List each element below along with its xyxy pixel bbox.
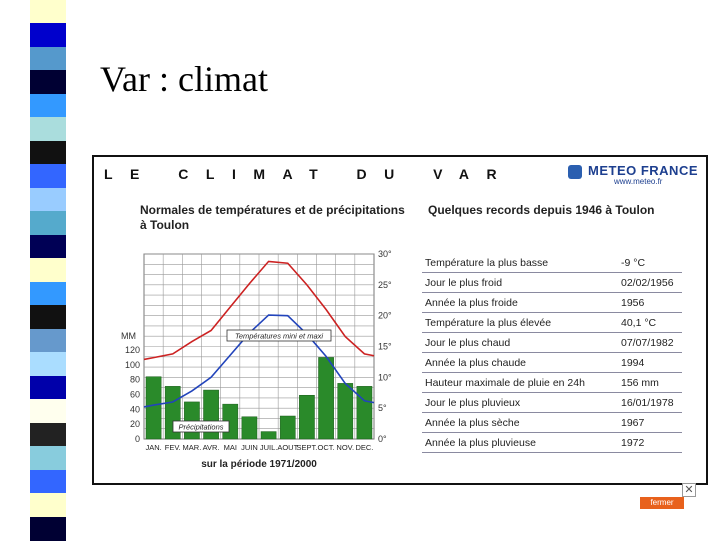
strip-block bbox=[30, 141, 66, 165]
decorative-color-strip bbox=[30, 0, 66, 540]
bar-precipitation bbox=[319, 357, 334, 439]
bar-precipitation bbox=[299, 395, 314, 439]
x-axis-label: MAR. bbox=[182, 443, 202, 452]
records-title: Quelques records depuis 1946 à Toulon bbox=[428, 203, 655, 217]
left-axis-tick: 0 bbox=[134, 434, 140, 444]
panel-title: LE CLIMAT DU VAR bbox=[104, 166, 515, 182]
left-axis-tick: 120 bbox=[124, 345, 140, 355]
strip-block bbox=[30, 305, 66, 329]
bar-precipitation bbox=[261, 432, 276, 439]
record-value: 07/07/1982 bbox=[618, 333, 682, 353]
climate-chart bbox=[94, 191, 394, 483]
bar-precipitation bbox=[280, 416, 295, 439]
record-label: Température la plus élevée bbox=[422, 313, 618, 333]
x-axis-label: OCT. bbox=[317, 443, 335, 452]
x-axis-label: DEC. bbox=[355, 443, 374, 452]
record-row bbox=[422, 293, 682, 313]
strip-block bbox=[30, 188, 66, 212]
x-axis-label: FEV. bbox=[164, 443, 181, 452]
bar-precipitation bbox=[184, 402, 199, 439]
right-axis-tick: 20° bbox=[378, 310, 392, 321]
close-icon[interactable]: ✕ bbox=[682, 483, 696, 497]
strip-block bbox=[30, 423, 66, 447]
record-value: 1972 bbox=[618, 433, 682, 453]
record-row bbox=[422, 433, 682, 453]
panel-banner bbox=[94, 157, 706, 191]
record-row bbox=[422, 413, 682, 433]
strip-block bbox=[30, 517, 66, 541]
x-axis-label: MAI bbox=[223, 443, 237, 452]
record-row bbox=[422, 273, 682, 293]
strip-block bbox=[30, 117, 66, 141]
chart-title-line: Normales de températures et de précipitations bbox=[140, 203, 405, 217]
strip-block bbox=[30, 399, 66, 423]
bar-precipitation bbox=[357, 386, 372, 439]
strip-block bbox=[30, 47, 66, 71]
left-axis-tick: 80 bbox=[129, 374, 140, 385]
strip-block bbox=[30, 470, 66, 494]
panel-content bbox=[94, 191, 704, 507]
strip-block bbox=[30, 164, 66, 188]
right-axis-tick: 5° bbox=[378, 403, 387, 414]
x-axis-label: AVR. bbox=[202, 443, 220, 452]
bar-precipitation bbox=[338, 383, 353, 439]
strip-block bbox=[30, 258, 66, 282]
annotation-precipitation: Précipitations bbox=[178, 422, 224, 432]
record-value: 156 mm bbox=[618, 373, 682, 393]
meteo-france-logo-icon bbox=[568, 165, 582, 179]
climate-panel bbox=[92, 155, 708, 507]
record-value: 1956 bbox=[618, 293, 682, 313]
meteo-france-logo bbox=[568, 163, 698, 187]
record-label: Année la plus sèche bbox=[422, 413, 618, 433]
record-row bbox=[422, 393, 682, 413]
record-label: Année la plus froide bbox=[422, 293, 618, 313]
record-value: 40,1 °C bbox=[618, 313, 682, 333]
brand-name: METEO FRANCE bbox=[588, 163, 698, 178]
x-axis-label: JUIL. bbox=[259, 443, 278, 452]
right-axis-tick: 25° bbox=[378, 279, 392, 290]
record-value: 1994 bbox=[618, 353, 682, 373]
strip-block bbox=[30, 376, 66, 400]
left-axis-tick: 20 bbox=[129, 419, 140, 430]
record-label: Jour le plus chaud bbox=[422, 333, 618, 353]
record-row bbox=[422, 313, 682, 333]
strip-block bbox=[30, 282, 66, 306]
strip-block bbox=[30, 70, 66, 94]
right-axis-tick: 0° bbox=[378, 434, 387, 444]
brand-url: www.meteo.fr bbox=[614, 177, 663, 186]
chart-title-line: à Toulon bbox=[140, 218, 190, 232]
left-axis-tick: 40 bbox=[129, 404, 140, 415]
record-value: -9 °C bbox=[618, 253, 682, 273]
period-caption: sur la période 1971/2000 bbox=[201, 459, 317, 470]
left-axis-tick: 100 bbox=[124, 359, 140, 370]
annotation-temperature: Températures mini et maxi bbox=[234, 331, 324, 341]
strip-block bbox=[30, 329, 66, 353]
close-button[interactable]: fermer bbox=[640, 497, 684, 509]
right-axis-tick: 10° bbox=[378, 372, 392, 383]
strip-block bbox=[30, 94, 66, 118]
record-label: Année la plus pluvieuse bbox=[422, 433, 618, 453]
record-label: Jour le plus pluvieux bbox=[422, 393, 618, 413]
strip-block bbox=[30, 352, 66, 376]
strip-block bbox=[30, 0, 66, 24]
record-label: Année la plus chaude bbox=[422, 353, 618, 373]
x-axis-label: NOV. bbox=[336, 443, 355, 452]
strip-block bbox=[30, 493, 66, 517]
slide-title: Var : climat bbox=[100, 59, 268, 99]
bar-precipitation bbox=[146, 377, 161, 439]
strip-block bbox=[30, 211, 66, 235]
x-axis-label: JUIN bbox=[241, 443, 258, 452]
record-row bbox=[422, 333, 682, 353]
bar-precipitation bbox=[242, 417, 257, 439]
x-axis-label: JAN. bbox=[145, 443, 162, 452]
x-axis-label: SEPT. bbox=[296, 443, 318, 452]
record-label: Hauteur maximale de pluie en 24h bbox=[422, 373, 618, 393]
record-value: 1967 bbox=[618, 413, 682, 433]
record-label: Température la plus basse bbox=[422, 253, 618, 273]
record-value: 02/02/1956 bbox=[618, 273, 682, 293]
record-row bbox=[422, 253, 682, 273]
left-axis-unit: MM bbox=[121, 331, 136, 341]
record-row bbox=[422, 373, 682, 393]
right-axis-tick: 30° bbox=[378, 249, 392, 259]
right-axis-tick: 15° bbox=[378, 341, 392, 352]
strip-block bbox=[30, 23, 66, 47]
x-axis-label: AOUT bbox=[277, 443, 299, 452]
left-axis-tick: 60 bbox=[129, 389, 140, 400]
strip-block bbox=[30, 446, 66, 470]
record-row bbox=[422, 353, 682, 373]
record-value: 16/01/1978 bbox=[618, 393, 682, 413]
records-table bbox=[422, 253, 682, 453]
strip-block bbox=[30, 235, 66, 259]
record-label: Jour le plus froid bbox=[422, 273, 618, 293]
